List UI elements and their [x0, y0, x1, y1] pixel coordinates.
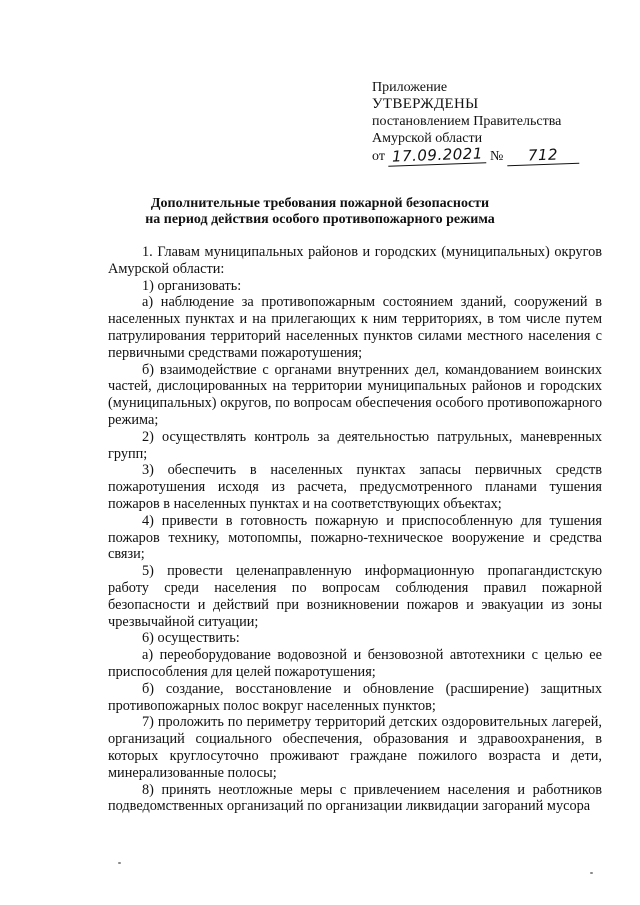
paragraph: 1) организовать: [142, 277, 242, 294]
scan-speck [118, 862, 121, 864]
approval-block [372, 79, 622, 165]
paragraph: 1. Главам муниципальных районов и городских (муниципальных) округов Амурской области: [108, 244, 602, 277]
paragraph: а) наблюдение за противопожарным состоянием зданий, сооружений в населенных пунктах и на прилегающих к ним территориях, в том числе путем патрулирования территорий населенных пунктов силами местного населения с первичными средствами пожаротушения; [108, 294, 602, 361]
paragraph: 7) проложить по периметру территорий детских оздоровительных лагерей, организаций социального обеспечения, образования и здравоохранения, в которых круглосуточно проживают граждане пожилого возраста и дети, минерализованные полосы; [108, 714, 602, 781]
paragraph: 5) провести целенаправленную информационную пропагандистскую работу среди населения по вопросам соблюдения правил пожарной безопасности и действий при возникновении пожаров и эвакуации из зоны чрезвычайной ситуации; [108, 563, 602, 630]
paragraph: 2) осуществлять контроль за деятельностью патрульных, маневренных групп; [108, 428, 602, 462]
approved-label: УТВЕРЖДЕНЫ [372, 96, 479, 112]
handwritten-number: 712 [507, 146, 580, 167]
paragraph: 4) привести в готовность пожарную и приспособленную для тушения пожаров технику, мотопомпы, пожарно-техническое вооружение и средства связи; [108, 512, 602, 563]
document-body [108, 244, 602, 815]
date-number-line [372, 144, 622, 166]
paragraph: 8) принять неотложные меры с привлечением населения и работников подведомственных организаций по организации ликвидации загораний мусора [108, 781, 602, 815]
paragraph: б) создание, восстановление и обновление (расширение) защитных противопожарных полос вокруг населенных пунктов; [108, 680, 602, 714]
handwritten-date: 17.09.2021 [388, 145, 487, 166]
title-line-2: на период действия особого противопожарного режима [145, 212, 495, 227]
scan-speck [590, 872, 593, 874]
appendix-label: Приложение [372, 80, 448, 95]
paragraph: б) взаимодействие с органами внутренних дел, командованием воинских частей, дислоцированных на территории муниципальных районов и городских (муниципальных) округов, по вопросам обеспечения особого противопожарного режима; [108, 361, 602, 428]
region-line: Амурской области [372, 131, 483, 146]
paragraph: 6) осуществить: [142, 630, 240, 647]
approved-by-line: постановлением Правительства [372, 114, 562, 129]
paragraph: а) переоборудование водовозной и бензовозной автотехники с целью ее приспособления для целей пожаротушения; [108, 647, 602, 680]
date-prefix: от [372, 149, 385, 164]
title-line-1: Дополнительные требования пожарной безопасности [150, 196, 490, 211]
document-title [0, 196, 640, 228]
number-prefix: № [489, 149, 504, 164]
paragraph: 3) обеспечить в населенных пунктах запасы первичных средств пожаротушения исходя из расчета, предусмотренного планами тушения пожаров в населенных пунктах и на соответствующих объектах; [108, 462, 602, 512]
